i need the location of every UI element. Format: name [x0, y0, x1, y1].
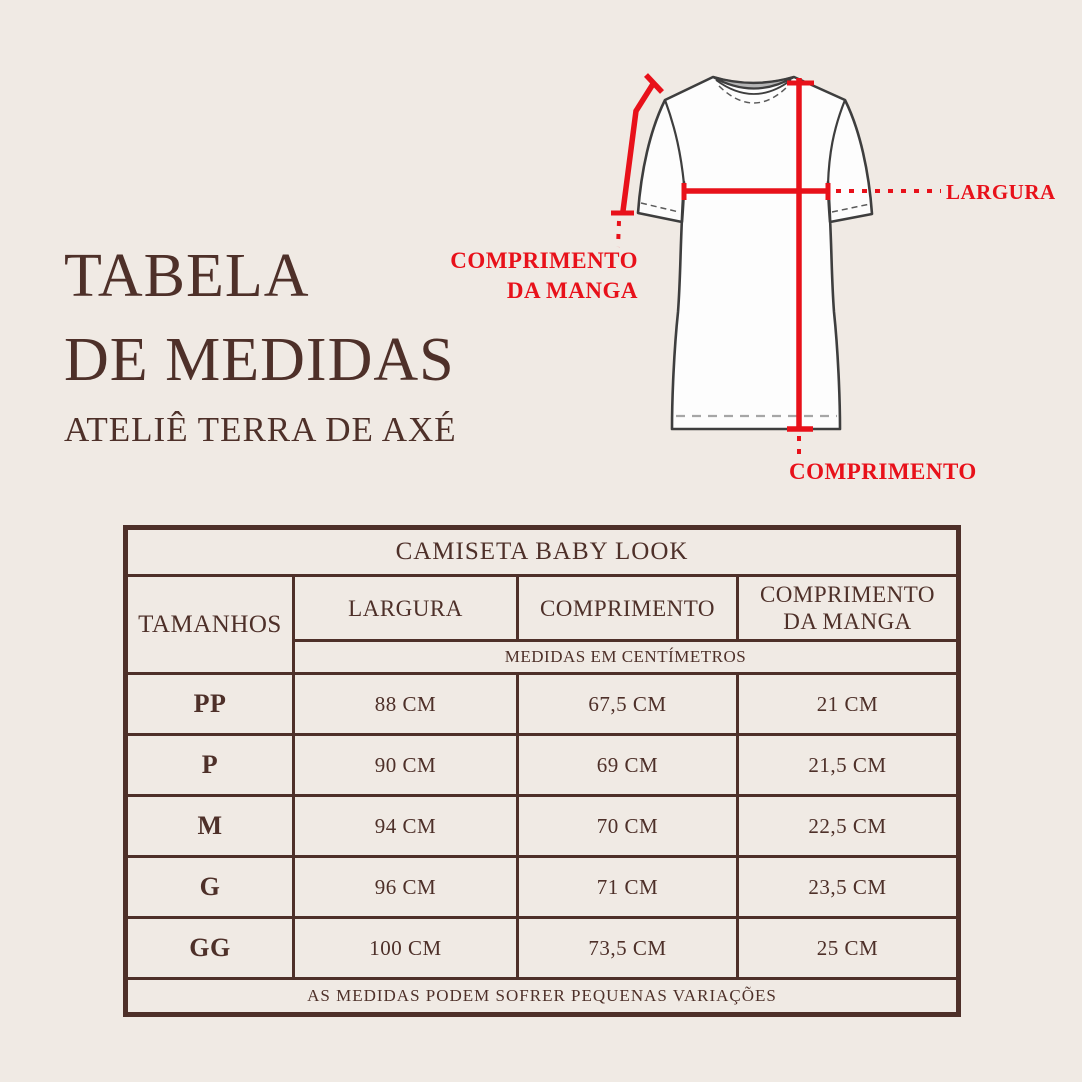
- table-row: [126, 918, 959, 979]
- unit-note: MEDIDAS EM CENTÍMETROS: [294, 641, 959, 674]
- manga-cell: 21,5 CM: [738, 735, 959, 796]
- column-header-manga: COMPRIMENTO DA MANGA: [738, 576, 959, 641]
- table-title: CAMISETA BABY LOOK: [126, 528, 959, 576]
- comprimento-da-manga-label: COMPRIMENTO DA MANGA: [450, 248, 638, 303]
- comprimento-cell: 73,5 CM: [518, 918, 738, 979]
- column-header-tamanhos: TAMANHOS: [126, 576, 294, 674]
- largura-cell: 88 CM: [294, 674, 518, 735]
- table-header-row: [126, 576, 959, 641]
- column-header-largura: LARGURA: [294, 576, 518, 641]
- manga-cell: 22,5 CM: [738, 796, 959, 857]
- tshirt-body: [638, 77, 872, 429]
- size-table: [123, 525, 961, 1017]
- largura-cell: 96 CM: [294, 857, 518, 918]
- size-cell: GG: [126, 918, 294, 979]
- page-subtitle: ATELIÊ TERRA DE AXÉ: [64, 410, 457, 449]
- comprimento-cell: 71 CM: [518, 857, 738, 918]
- largura-label: LARGURA: [946, 180, 1056, 204]
- largura-cell: 100 CM: [294, 918, 518, 979]
- size-cell: PP: [126, 674, 294, 735]
- table-footer-row: [126, 979, 959, 1015]
- size-cell: G: [126, 857, 294, 918]
- table-row: [126, 857, 959, 918]
- page-title-line-1: TABELA: [64, 242, 310, 310]
- manga-cell: 23,5 CM: [738, 857, 959, 918]
- table-row: [126, 796, 959, 857]
- size-cell: M: [126, 796, 294, 857]
- table-row: [126, 735, 959, 796]
- size-cell: P: [126, 735, 294, 796]
- comprimento-cell: 70 CM: [518, 796, 738, 857]
- comprimento-cell: 69 CM: [518, 735, 738, 796]
- comprimento-cell: 67,5 CM: [518, 674, 738, 735]
- footer-note: AS MEDIDAS PODEM SOFRER PEQUENAS VARIAÇÕES: [126, 979, 959, 1015]
- largura-cell: 94 CM: [294, 796, 518, 857]
- comprimento-label: COMPRIMENTO: [789, 459, 977, 484]
- manga-cell: 25 CM: [738, 918, 959, 979]
- column-header-comprimento: COMPRIMENTO: [518, 576, 738, 641]
- largura-cell: 90 CM: [294, 735, 518, 796]
- page-title-line-2: DE MEDIDAS: [64, 326, 455, 394]
- manga-cell: 21 CM: [738, 674, 959, 735]
- table-row: [126, 674, 959, 735]
- table-title-row: [126, 528, 959, 576]
